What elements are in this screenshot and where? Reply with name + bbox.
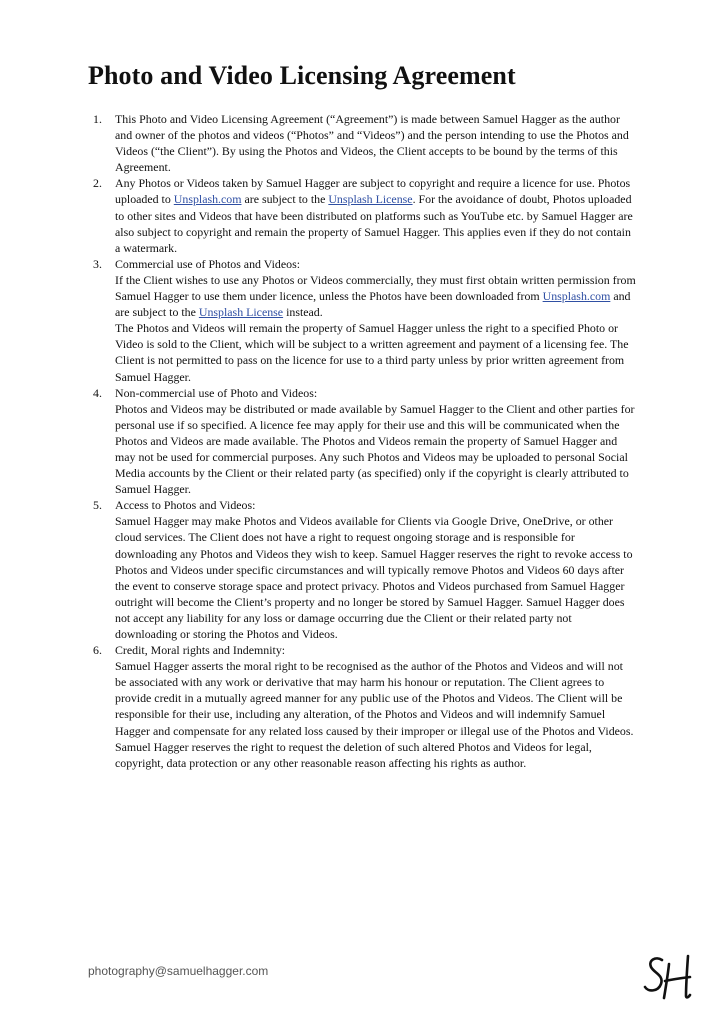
clause-number: 3. xyxy=(93,256,102,271)
clause-text: Samuel Hagger may make Photos and Videos available for Clients via Google Drive, OneDrive, or other cloud services. The Client does not have a right to request ongoing storage and is responsible for downloading any Photos and Videos they wish to keep. Samuel Hagger reserves the right to revoke access to Photos and Videos under specific circumstances and will typically remove Photos and Videos 60 days after the event to conserve storage space and protect privacy. Photos and Videos purchased from Samuel Hagger outright will become the Client’s property and no longer be stored by Samuel Hagger. Samuel Hagger does not accept any liability for any loss or damage occurring due the Client or their related party not downloading or storing the Photos and Videos. xyxy=(115,514,633,641)
clause-text: Photos and Videos may be distributed or made available by Samuel Hagger to the Client and other parties for personal use if so specified. A licence fee may apply for their use and this will be communicated when the Photos and Videos are made available. The Photos and Videos remain the property of Samuel Hagger and may not be used for commercial purposes. Any such Photos and Videos may be uploaded to personal Social Media accounts by the Client or their related party (as specified) only if the copyright is clearly attributed to Samuel Hagger. xyxy=(115,401,635,497)
clause-text-part: Any Photos or Videos taken by Samuel Hagger are subject to copyright and require a licence for use. Photos uploaded to xyxy=(115,176,631,207)
clause-6 xyxy=(88,642,636,771)
clause-heading: Commercial use of Photos and Videos: xyxy=(115,256,301,271)
clause-text-part: instead. xyxy=(283,305,323,320)
clause-2 xyxy=(88,175,636,255)
clause-heading: Non-commercial use of Photo and Videos: xyxy=(115,385,318,400)
unsplash-link[interactable]: Unsplash.com xyxy=(173,192,242,207)
clause-text: Samuel Hagger asserts the moral right to be recognised as the author of the Photos and Videos and will not be associated with any work or derivative that may harm his honour or reputation. The Client agrees to provide credit in a mutually agreed manner for any public use of the Photos and Videos. The Client will be responsible for their use, including any alteration, of the Photos and Videos and will indemnify Samuel Hagger and compensate for any related loss caused by their improper or illegal use of the Photos and Videos. Samuel Hagger reserves the right to request the deletion of such altered Photos and Videos for legal, copyright, data protection or any other reasonable reason affecting his rights as author. xyxy=(115,659,634,770)
clause-4 xyxy=(88,385,636,498)
clause-3 xyxy=(88,256,636,385)
page-title: Photo and Video Licensing Agreement xyxy=(88,61,516,90)
clause-number: 6. xyxy=(93,643,102,658)
clause-list xyxy=(88,111,636,771)
unsplash-license-link[interactable]: Unsplash License xyxy=(328,192,413,207)
clause-text-part: . For the avoidance of doubt, Photos uploaded to other sites and Videos that have been distributed on platforms such as YouTube etc. by Samuel Hagger are also subject to copyright and remain the property of Samuel Hagger. This applies even if they do not contain a watermark. xyxy=(115,192,633,255)
clause-5 xyxy=(88,497,636,642)
clause-number: 5. xyxy=(93,498,102,513)
clause-paragraph: The Photos and Videos will remain the property of Samuel Hagger unless the right to a specified Photo or Video is sold to the Client, which will be subject to a written agreement and payment of a licensing fee. The Client is not permitted to pass on the licence for use to a third party unless by prior written agreement from Samuel Hagger. xyxy=(115,321,629,384)
footer-email: photography@samuelhagger.com xyxy=(88,964,269,978)
clause-text xyxy=(115,272,636,320)
clause-text xyxy=(115,175,636,255)
clause-text-part: and are subject to the xyxy=(115,289,631,320)
clause-number: 2. xyxy=(93,176,102,191)
clause-text: This Photo and Video Licensing Agreement (“Agreement”) is made between Samuel Hagger as the author and owner of the photos and videos (“Photos” and “Videos”) and the person intending to use the Photos and Videos (“the Client”). By using the Photos and Videos, the Client accepts to be bound by the terms of this Agreement. xyxy=(115,112,629,175)
clause-1 xyxy=(88,111,636,175)
clause-text-part: If the Client wishes to use any Photos or Videos commercially, they must first obtain written permission from Samuel Hagger to use them under licence, unless the Photos have been downloaded from xyxy=(115,272,636,304)
unsplash-license-link[interactable]: Unsplash License xyxy=(198,305,284,320)
unsplash-link[interactable]: Unsplash.com xyxy=(542,289,611,304)
clause-heading: Access to Photos and Videos: xyxy=(115,498,256,513)
clause-text-part: are subject to the xyxy=(241,192,329,207)
clause-heading: Credit, Moral rights and Indemnity: xyxy=(115,643,286,658)
clause-number: 1. xyxy=(93,112,102,126)
signature-logo xyxy=(642,952,698,1002)
clause-number: 4. xyxy=(93,385,102,400)
